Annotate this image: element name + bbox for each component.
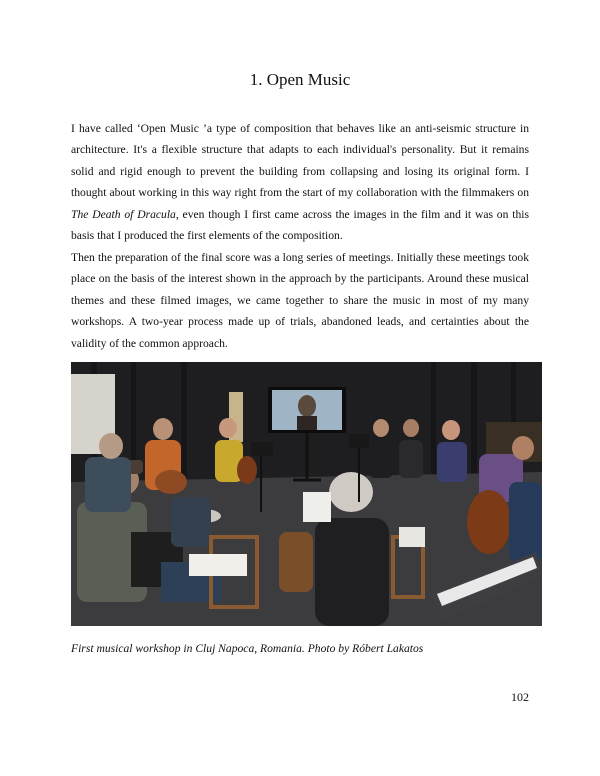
paragraph-1 — [71, 118, 529, 246]
section-heading: 1. Open Music — [249, 70, 351, 89]
paragraph-1-after: , even though I first came across the images in the film and it was on this basis that I produced the first elements of the composition. — [71, 207, 529, 243]
paragraph-1-before: I have called ‘Open Music ’a type of composition that behaves like an anti-seismic structure in architecture. It's a flexible structure that adapts to each individual's personality. But it remains solid and rigid enough to prevent the building from collapsing and losing its original form. I thought about working in this way right from the start of my collaboration with the filmmakers on — [71, 122, 529, 200]
paragraph-2: Then the preparation of the final score was a long series of meetings. Initially these meetings took place on the basis of the interest shown in the approach by the participants. Around these musical themes and these filmed images, we came together to share the music in most of my many workshops. A two-year process made up of trials, abandoned leads, and certainties about the validity of the common approach. — [71, 251, 529, 350]
photo-caption: First musical workshop in Cluj Napoca, Romania. Photo by Róbert Lakatos — [71, 642, 424, 655]
film-title: The Death of Dracula — [71, 207, 176, 221]
page-number: 102 — [511, 690, 529, 704]
workshop-photo-illustration — [71, 362, 542, 626]
workshop-photo — [71, 362, 542, 626]
